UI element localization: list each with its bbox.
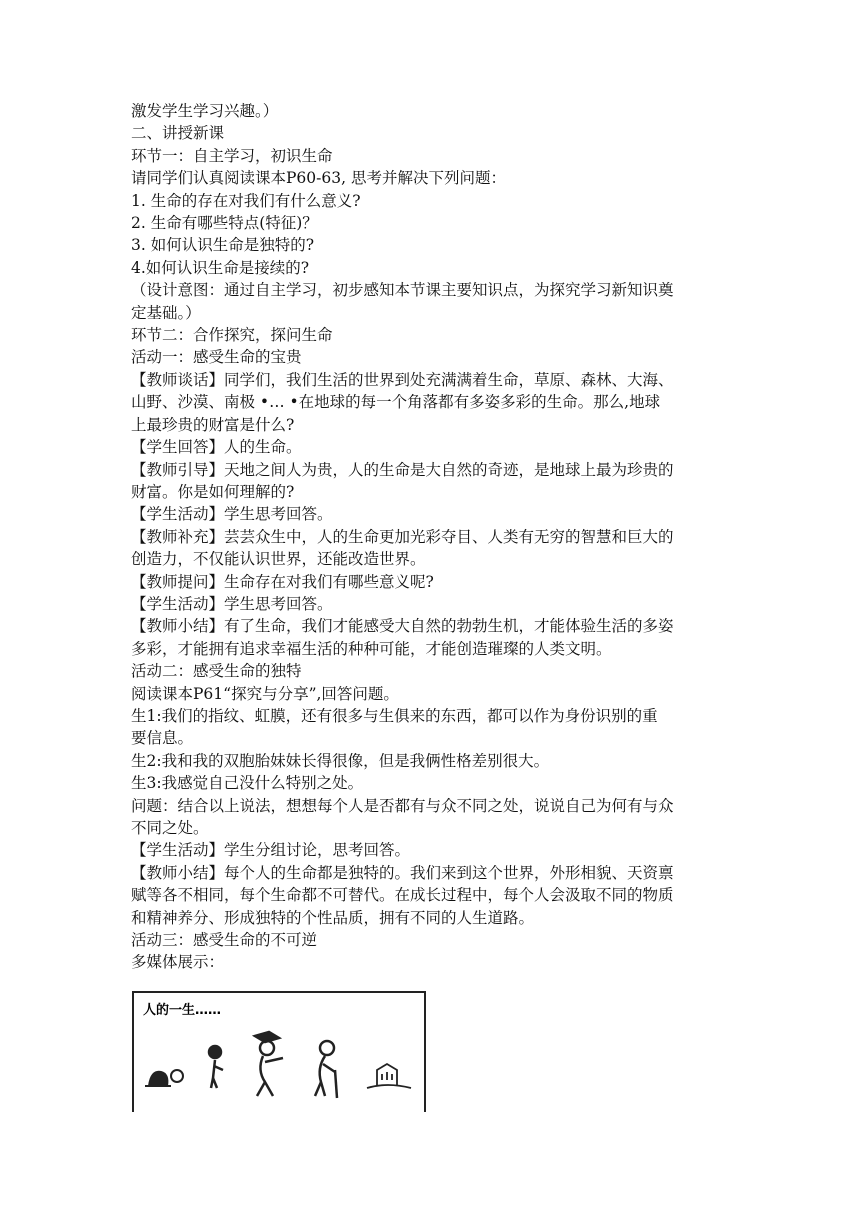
text-line: 2. 生命有哪些特点(特征)？ xyxy=(131,214,318,233)
text-line: 和精神养分、形成独特的个性品质，拥有不同的人生道路。 xyxy=(131,908,535,927)
text-line: 激发学生学习兴趣。） xyxy=(131,102,279,120)
text-line: 阅读课本P61“探究与分享”,回答问题。 xyxy=(131,684,399,703)
lesson-plan-text xyxy=(131,100,731,974)
elderly-icon xyxy=(315,1041,337,1098)
text-line: 多媒体展示： xyxy=(131,953,225,972)
text-line: 二、讲授新课 xyxy=(131,124,225,143)
text-line: 环节一：自主学习，初识生命 xyxy=(131,146,333,165)
text-line: 【教师小结】每个人的生命都是独特的。我们来到这个世界，外形相貌、天资禀 xyxy=(131,863,674,882)
text-line: 1. 生命的存在对我们有什么意义? xyxy=(131,191,361,210)
text-line: 活动三：感受生命的不可逆 xyxy=(131,931,318,950)
text-line: 问题：结合以上说法，想想每个人是否都有与众不同之处，说说自己为何有与众 xyxy=(131,796,674,815)
text-line: 要信息。 xyxy=(131,729,194,748)
text-line: 活动一：感受生命的宝贵 xyxy=(131,348,302,367)
text-line: 多彩，才能拥有追求幸福生活的种种可能，才能创造璀璨的人类文明。 xyxy=(131,639,612,658)
text-line: （设计意图：通过自主学习，初步感知本节课主要知识点，为探究学习新知识奠 xyxy=(131,281,674,300)
text-line: 环节二：合作探究，探问生命 xyxy=(131,326,333,345)
text-line: 【学生活动】学生思考回答。 xyxy=(131,505,333,524)
text-line: 活动二：感受生命的独特 xyxy=(131,662,302,681)
text-line: 山野、沙漠、南极 •… •在地球的每一个角落都有多姿多彩的生命。那么,地球 xyxy=(131,393,661,412)
text-line: 4.如何认识生命是接续的? xyxy=(131,258,310,277)
text-line: 【教师提问】生命存在对我们有哪些意义呢? xyxy=(131,572,434,591)
text-line: 【教师引导】天地之间人为贵，人的生命是大自然的奇迹，是地球上最为珍贵的 xyxy=(131,460,674,479)
text-line: 【教师补充】芸芸众生中，人的生命更加光彩夺目、人类有无穷的智慧和巨大的 xyxy=(131,527,674,546)
text-line: 生1:我们的指纹、虹膜，还有很多与生俱来的东西，都可以作为身份识别的重 xyxy=(131,706,658,725)
text-line: 3. 如何认识生命是独特的? xyxy=(131,236,315,255)
graduate-icon xyxy=(255,1032,283,1096)
text-line: 上最珍贵的财富是什么? xyxy=(131,415,295,434)
life-stages-illustration xyxy=(131,990,427,1112)
text-line: 【学生活动】学生分组讨论，思考回答。 xyxy=(131,841,411,860)
text-line: 【学生回答】人的生命。 xyxy=(131,438,302,457)
text-line: 生2:我和我的双胞胎妹妹长得很像，但是我俩性格差别很大。 xyxy=(131,751,550,770)
text-line: 【教师小结】有了生命，我们才能感受大自然的勃勃生机，才能体验生活的多姿 xyxy=(131,617,674,636)
illustration-caption: 人的一生…… xyxy=(143,1003,222,1018)
text-line: 请同学们认真阅读课本P60-63, 思考并解决下列问题： xyxy=(131,169,506,188)
baby-icon xyxy=(145,1070,183,1086)
child-icon xyxy=(209,1046,223,1088)
text-line: 定基础。） xyxy=(131,303,201,322)
text-line: 财富。你是如何理解的? xyxy=(131,482,295,501)
grave-icon xyxy=(367,1064,411,1088)
text-line: 不同之处。 xyxy=(131,819,209,837)
life-stages-drawing xyxy=(131,990,427,1112)
text-line: 赋等各不相同，每个生命都不可替代。在成长过程中，每个人会汲取不同的物质 xyxy=(131,886,674,905)
text-line: 创造力，不仅能认识世界，还能改造世界。 xyxy=(131,550,426,569)
text-line: 【学生活动】学生思考回答。 xyxy=(131,594,333,613)
text-line: 生3:我感觉自己没什么特别之处。 xyxy=(131,774,364,793)
text-line: 【教师谈话】同学们，我们生活的世界到处充满满着生命，草原、森林、大海、 xyxy=(131,370,674,389)
